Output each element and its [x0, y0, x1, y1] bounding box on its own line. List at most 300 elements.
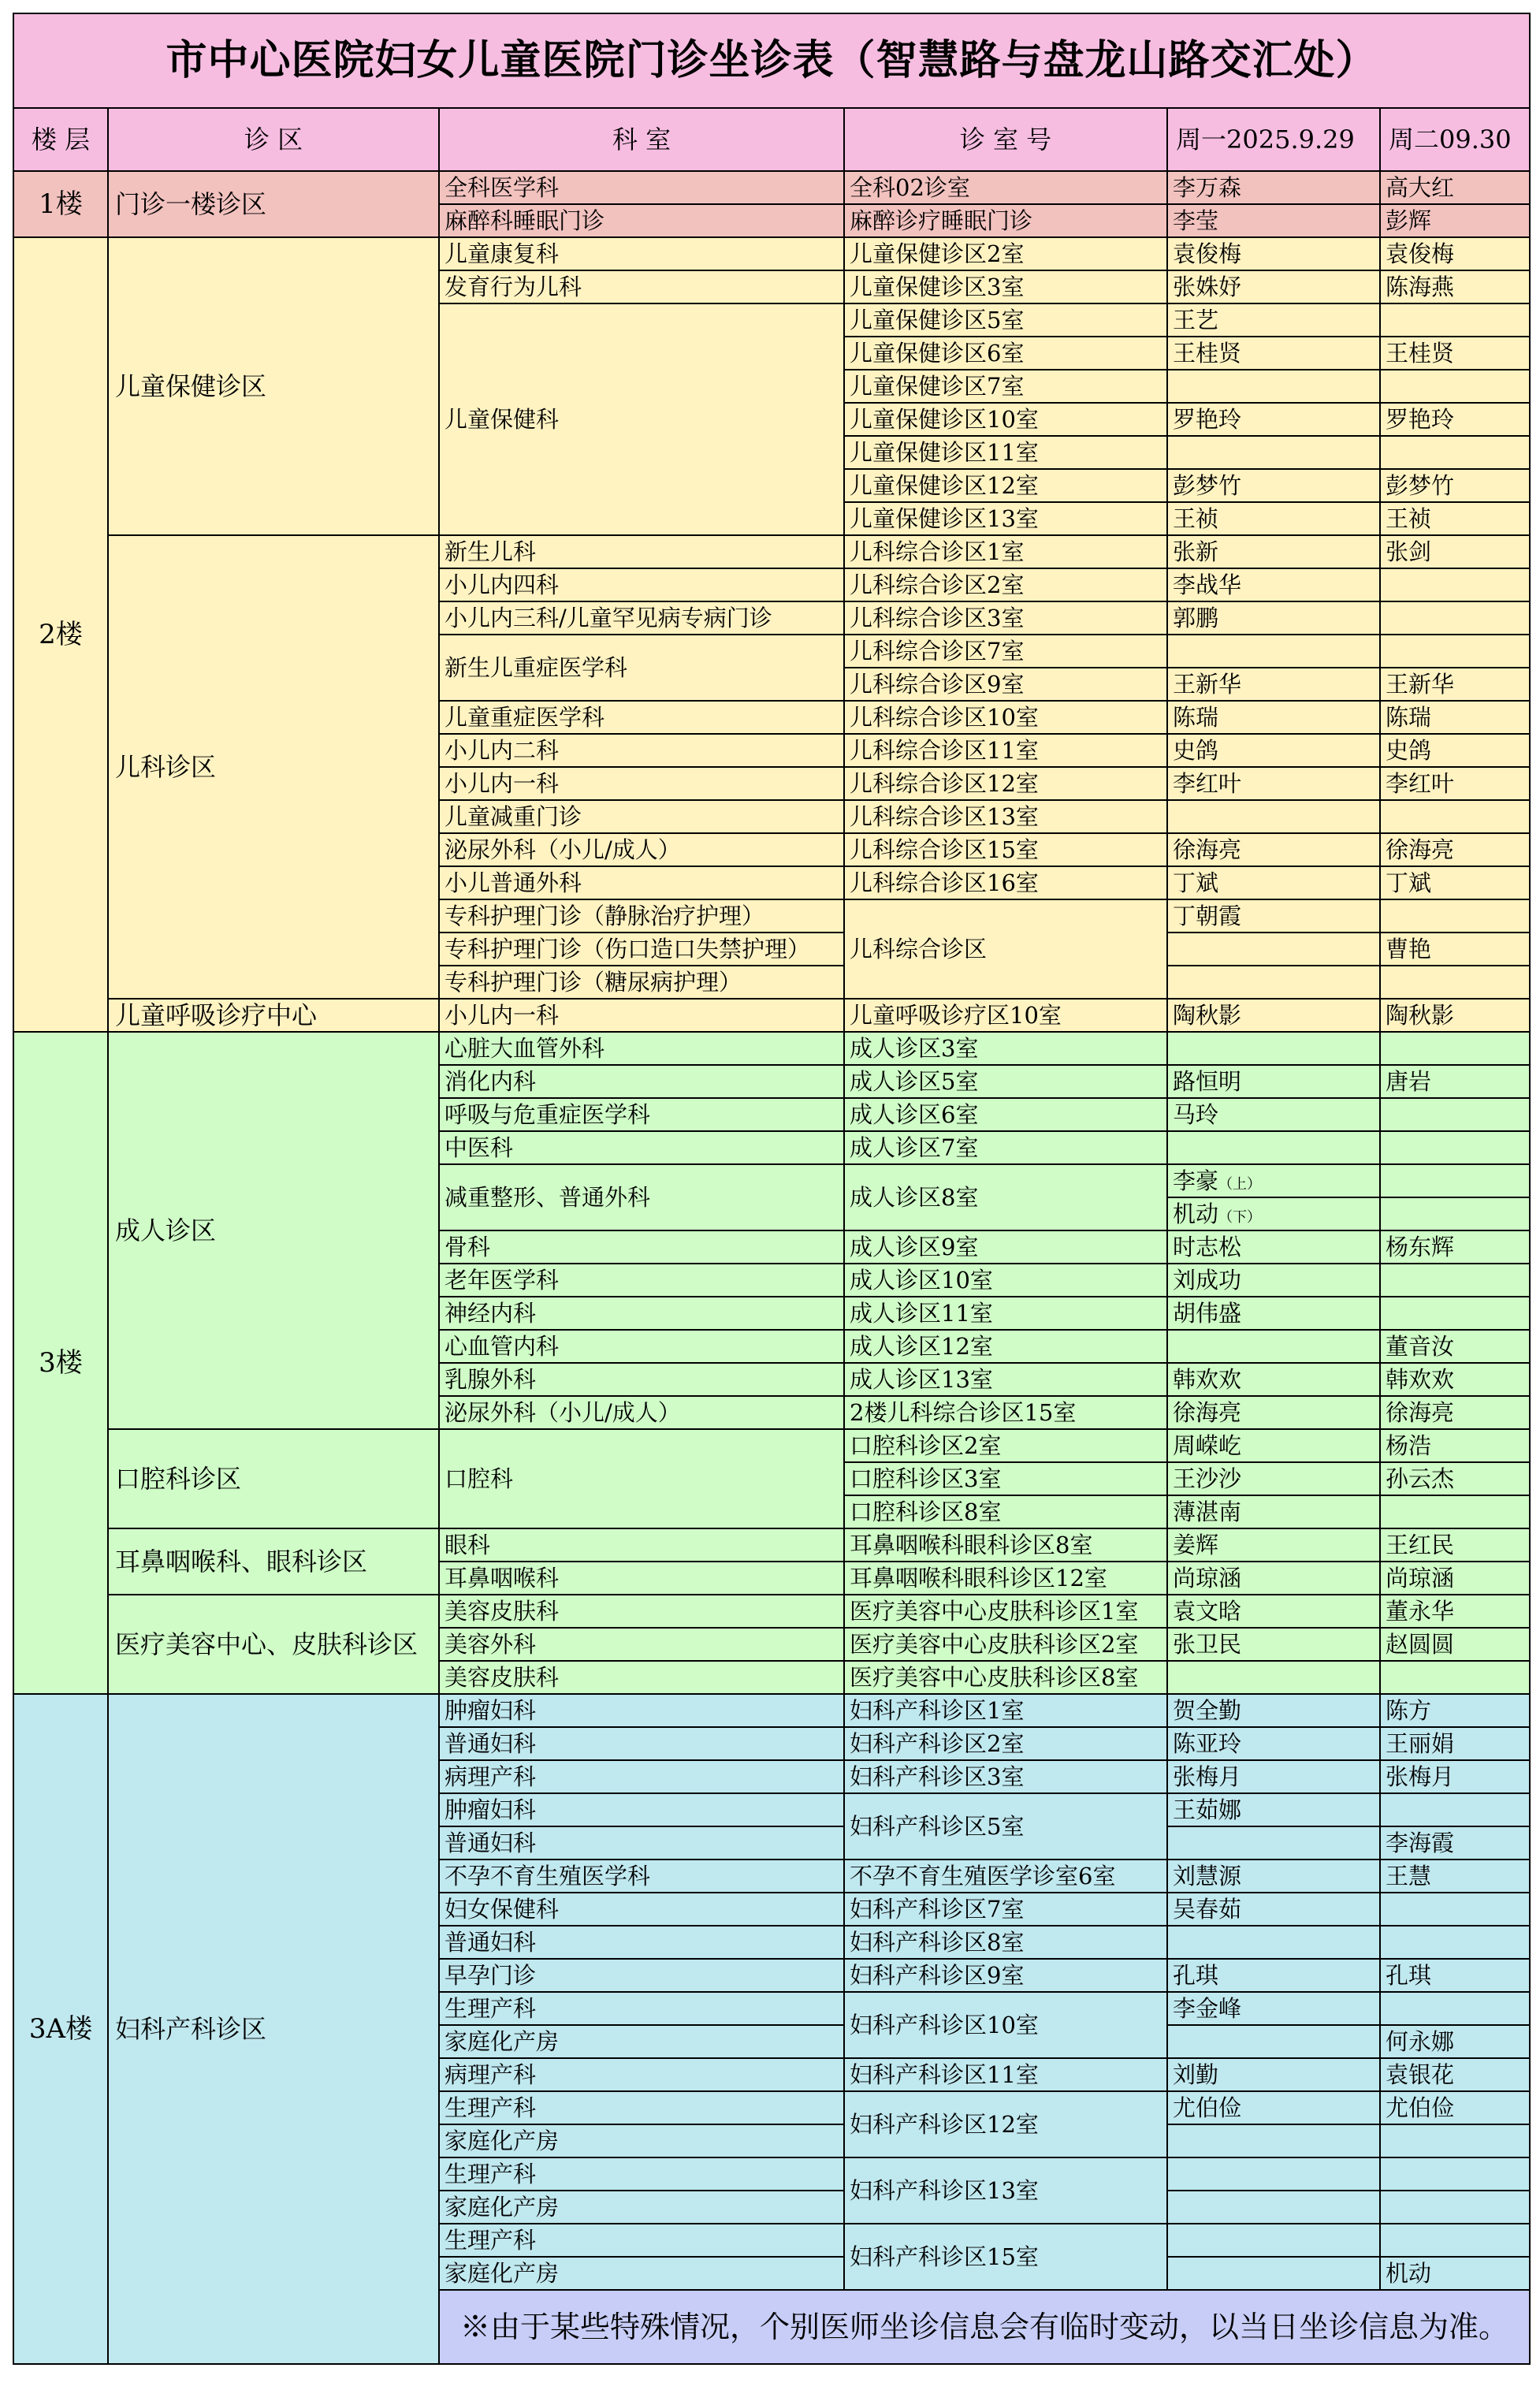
area-label: 医疗美容中心、皮肤科诊区 — [108, 1595, 439, 1694]
monday-doctor-cell — [1167, 469, 1380, 502]
area-label: 妇科产科诊区 — [108, 1694, 439, 2364]
area-label: 耳鼻咽喉科、眼科诊区 — [108, 1528, 439, 1595]
monday-doctor-name: 袁俊梅 — [1173, 240, 1242, 267]
tuesday-doctor-cell: 王红民 — [1380, 1528, 1530, 1562]
department-cell: 生理产科 — [439, 2157, 844, 2191]
monday-doctor-name: 尚琼涵 — [1173, 1564, 1242, 1591]
room-cell: 成人诊区9室 — [844, 1230, 1167, 1264]
monday-doctor-name: 孔琪 — [1173, 1961, 1219, 1989]
department-cell: 泌尿外科（小儿/成人） — [439, 1396, 844, 1429]
room-cell: 全科02诊室 — [844, 171, 1167, 204]
tuesday-doctor-cell: 徐海亮 — [1380, 1396, 1530, 1429]
tuesday-doctor-cell: 赵圆圆 — [1380, 1628, 1530, 1661]
area-label: 儿童呼吸诊疗中心 — [108, 999, 439, 1032]
monday-doctor-name: 李战华 — [1173, 571, 1242, 598]
monday-doctor-name: 王桂贤 — [1173, 339, 1242, 367]
table-row — [13, 1429, 1530, 1462]
table-row — [13, 535, 1530, 568]
monday-doctor-name: 马玲 — [1173, 1100, 1219, 1128]
monday-doctor-cell — [1167, 1992, 1380, 2025]
monday-doctor-cell — [1167, 1131, 1380, 1164]
monday-doctor-name: 姜辉 — [1173, 1531, 1219, 1558]
monday-doctor-name: 陈瑞 — [1173, 703, 1219, 731]
monday-doctor-cell — [1167, 1562, 1380, 1595]
room-cell: 医疗美容中心皮肤科诊区2室 — [844, 1628, 1167, 1661]
monday-doctor-cell — [1167, 1396, 1380, 1429]
room-cell: 麻醉诊疗睡眠门诊 — [844, 204, 1167, 237]
tuesday-doctor-cell: 张剑 — [1380, 535, 1530, 568]
monday-doctor-cell — [1167, 1363, 1380, 1396]
tuesday-doctor-cell: 机动 — [1380, 2257, 1530, 2290]
monday-doctor-cell — [1167, 2191, 1380, 2224]
room-cell: 儿科综合诊区13室 — [844, 800, 1167, 833]
tuesday-doctor-cell: 王丽娟 — [1380, 1727, 1530, 1760]
room-cell: 儿科综合诊区2室 — [844, 568, 1167, 601]
room-cell: 成人诊区6室 — [844, 1098, 1167, 1131]
monday-doctor-name: 丁朝霞 — [1173, 902, 1242, 929]
page-title: 市中心医院妇女儿童医院门诊坐诊表（智慧路与盘龙山路交汇处） — [13, 13, 1530, 108]
monday-doctor-cell — [1167, 1860, 1380, 1893]
department-cell: 肿瘤妇科 — [439, 1694, 844, 1727]
department-cell: 早孕门诊 — [439, 1959, 844, 1992]
monday-doctor-cell — [1167, 668, 1380, 701]
monday-doctor-cell — [1167, 1595, 1380, 1628]
monday-doctor-cell — [1167, 1661, 1380, 1694]
department-cell: 专科护理门诊（伤口造口失禁护理） — [439, 933, 844, 966]
schedule-table — [13, 13, 1531, 2365]
schedule-sheet — [13, 13, 1529, 2365]
tuesday-doctor-cell — [1380, 800, 1530, 833]
monday-doctor-cell — [1167, 800, 1380, 833]
room-cell: 妇科产科诊区7室 — [844, 1893, 1167, 1926]
monday-doctor-name: 周嵘屹 — [1173, 1431, 1242, 1459]
monday-doctor-cell — [1167, 303, 1380, 337]
header-floor: 楼 层 — [13, 108, 108, 171]
tuesday-doctor-cell — [1380, 568, 1530, 601]
monday-doctor-name: 王沙沙 — [1173, 1465, 1242, 1492]
footer-note: ※由于某些特殊情况，个别医师坐诊信息会有临时变动，以当日坐诊信息为准。 — [439, 2290, 1530, 2364]
tuesday-doctor-cell: 丁斌 — [1380, 866, 1530, 899]
shift-note: （上） — [1218, 1175, 1262, 1193]
monday-doctor-cell — [1167, 1230, 1380, 1264]
department-cell: 耳鼻咽喉科 — [439, 1562, 844, 1595]
department-cell: 妇女保健科 — [439, 1893, 844, 1926]
monday-doctor-cell — [1167, 1495, 1380, 1528]
monday-doctor-cell — [1167, 436, 1380, 469]
monday-doctor-cell — [1167, 866, 1380, 899]
room-cell: 儿科综合诊区12室 — [844, 767, 1167, 800]
monday-doctor-name: 彭梦竹 — [1173, 471, 1242, 499]
department-cell: 麻醉科睡眠门诊 — [439, 204, 844, 237]
monday-doctor-cell — [1167, 1264, 1380, 1297]
monday-doctor-name: 路恒明 — [1173, 1067, 1242, 1095]
monday-doctor-name: 韩欢欢 — [1173, 1365, 1242, 1393]
tuesday-doctor-cell: 史鸽 — [1380, 734, 1530, 767]
monday-doctor-cell — [1167, 337, 1380, 370]
room-cell: 儿童保健诊区7室 — [844, 370, 1167, 403]
tuesday-doctor-cell: 陈海燕 — [1380, 270, 1530, 303]
monday-doctor-name: 王祯 — [1173, 504, 1219, 532]
room-cell: 儿童保健诊区5室 — [844, 303, 1167, 337]
room-cell: 医疗美容中心皮肤科诊区1室 — [844, 1595, 1167, 1628]
department-cell: 神经内科 — [439, 1297, 844, 1330]
monday-doctor-cell — [1167, 1826, 1380, 1860]
header-tuesday: 周二09.30 — [1380, 108, 1530, 171]
room-cell: 儿童保健诊区6室 — [844, 337, 1167, 370]
department-cell: 生理产科 — [439, 1992, 844, 2025]
monday-doctor-name: 李豪 — [1173, 1167, 1219, 1194]
tuesday-doctor-cell: 唐岩 — [1380, 1065, 1530, 1098]
tuesday-doctor-cell: 彭梦竹 — [1380, 469, 1530, 502]
monday-doctor-cell — [1167, 1297, 1380, 1330]
tuesday-doctor-cell — [1380, 303, 1530, 337]
table-row — [13, 1032, 1530, 1065]
room-cell: 妇科产科诊区1室 — [844, 1694, 1167, 1727]
room-cell: 儿童呼吸诊疗区10室 — [844, 999, 1167, 1032]
monday-doctor-cell — [1167, 1760, 1380, 1793]
monday-doctor-name: 丁斌 — [1173, 869, 1219, 896]
tuesday-doctor-cell — [1380, 1032, 1530, 1065]
monday-doctor-name: 史鸽 — [1173, 736, 1219, 764]
header-area: 诊 区 — [108, 108, 439, 171]
monday-doctor-cell — [1167, 966, 1380, 999]
tuesday-doctor-cell: 尤伯俭 — [1380, 2091, 1530, 2124]
tuesday-doctor-cell — [1380, 1131, 1530, 1164]
monday-doctor-name: 刘慧源 — [1173, 1862, 1242, 1889]
room-cell: 儿童保健诊区12室 — [844, 469, 1167, 502]
monday-doctor-name: 机动 — [1173, 1200, 1219, 1227]
monday-doctor-name: 张卫民 — [1173, 1630, 1242, 1658]
department-cell: 小儿普通外科 — [439, 866, 844, 899]
area-label: 儿童保健诊区 — [108, 237, 439, 535]
monday-doctor-name: 尤伯俭 — [1173, 2094, 1242, 2121]
monday-doctor-name: 胡伟盛 — [1173, 1299, 1242, 1327]
tuesday-doctor-cell: 王新华 — [1380, 668, 1530, 701]
department-cell: 发育行为儿科 — [439, 270, 844, 303]
tuesday-doctor-cell: 孙云杰 — [1380, 1462, 1530, 1495]
monday-doctor-name: 王茹娜 — [1173, 1796, 1242, 1823]
table-row — [13, 999, 1530, 1032]
room-cell: 儿童保健诊区13室 — [844, 502, 1167, 535]
department-cell: 小儿内二科 — [439, 734, 844, 767]
monday-doctor-cell — [1167, 1429, 1380, 1462]
tuesday-doctor-cell: 陈瑞 — [1380, 701, 1530, 734]
department-cell: 心脏大血管外科 — [439, 1032, 844, 1065]
room-cell: 口腔科诊区8室 — [844, 1495, 1167, 1528]
table-row — [13, 237, 1530, 270]
monday-doctor-cell — [1167, 204, 1380, 237]
header-department: 科 室 — [439, 108, 844, 171]
tuesday-doctor-cell — [1380, 601, 1530, 635]
header-room: 诊 室 号 — [844, 108, 1167, 171]
department-cell: 家庭化产房 — [439, 2025, 844, 2058]
room-cell: 耳鼻咽喉科眼科诊区8室 — [844, 1528, 1167, 1562]
tuesday-doctor-cell: 董永华 — [1380, 1595, 1530, 1628]
monday-doctor-cell — [1167, 701, 1380, 734]
department-cell: 心血管内科 — [439, 1330, 844, 1363]
room-cell: 儿科综合诊区 — [844, 899, 1167, 999]
table-row — [13, 171, 1530, 204]
tuesday-doctor-cell — [1380, 1661, 1530, 1694]
room-cell: 妇科产科诊区10室 — [844, 1992, 1167, 2058]
tuesday-doctor-cell: 孔琪 — [1380, 1959, 1530, 1992]
monday-doctor-cell — [1167, 833, 1380, 866]
monday-doctor-cell — [1167, 2257, 1380, 2290]
tuesday-doctor-cell — [1380, 2157, 1530, 2191]
department-cell: 家庭化产房 — [439, 2257, 844, 2290]
department-cell: 普通妇科 — [439, 1727, 844, 1760]
monday-doctor-cell — [1167, 1959, 1380, 1992]
department-cell: 专科护理门诊（静脉治疗护理） — [439, 899, 844, 933]
table-row — [13, 1694, 1530, 1727]
monday-doctor-cell — [1167, 933, 1380, 966]
tuesday-doctor-cell: 袁俊梅 — [1380, 237, 1530, 270]
department-cell: 小儿内四科 — [439, 568, 844, 601]
monday-doctor-name: 陈亚玲 — [1173, 1729, 1242, 1757]
table-row — [13, 1528, 1530, 1562]
room-cell: 儿科综合诊区9室 — [844, 668, 1167, 701]
room-cell: 妇科产科诊区11室 — [844, 2058, 1167, 2091]
room-cell: 儿科综合诊区15室 — [844, 833, 1167, 866]
monday-doctor-cell — [1167, 635, 1380, 668]
room-cell: 口腔科诊区2室 — [844, 1429, 1167, 1462]
tuesday-doctor-cell: 董音汝 — [1380, 1330, 1530, 1363]
room-cell: 成人诊区5室 — [844, 1065, 1167, 1098]
area-label: 成人诊区 — [108, 1032, 439, 1429]
monday-doctor-name: 徐海亮 — [1173, 1398, 1242, 1426]
monday-doctor-cell — [1167, 568, 1380, 601]
room-cell: 成人诊区12室 — [844, 1330, 1167, 1363]
department-cell: 泌尿外科（小儿/成人） — [439, 833, 844, 866]
monday-doctor-cell — [1167, 1628, 1380, 1661]
tuesday-doctor-cell — [1380, 2124, 1530, 2157]
monday-doctor-cell — [1167, 1793, 1380, 1826]
department-cell: 儿童康复科 — [439, 237, 844, 270]
room-cell: 成人诊区10室 — [844, 1264, 1167, 1297]
area-label: 口腔科诊区 — [108, 1429, 439, 1528]
monday-doctor-cell — [1167, 1694, 1380, 1727]
area-label: 门诊一楼诊区 — [108, 171, 439, 237]
monday-doctor-cell — [1167, 601, 1380, 635]
floor-label: 1楼 — [13, 171, 108, 237]
tuesday-doctor-cell — [1380, 1893, 1530, 1926]
tuesday-doctor-cell — [1380, 899, 1530, 933]
monday-doctor-cell — [1167, 270, 1380, 303]
room-cell: 妇科产科诊区13室 — [844, 2157, 1167, 2224]
tuesday-doctor-cell — [1380, 1264, 1530, 1297]
room-cell: 儿童保健诊区2室 — [844, 237, 1167, 270]
department-cell: 普通妇科 — [439, 1826, 844, 1860]
tuesday-doctor-cell — [1380, 966, 1530, 999]
room-cell: 儿科综合诊区11室 — [844, 734, 1167, 767]
monday-doctor-cell — [1167, 2025, 1380, 2058]
monday-doctor-name: 贺全勤 — [1173, 1696, 1242, 1724]
floor-label: 2楼 — [13, 237, 108, 1032]
tuesday-doctor-cell — [1380, 2224, 1530, 2257]
tuesday-doctor-cell: 李红叶 — [1380, 767, 1530, 800]
tuesday-doctor-cell — [1380, 1495, 1530, 1528]
monday-doctor-name: 徐海亮 — [1173, 836, 1242, 863]
monday-doctor-cell — [1167, 1462, 1380, 1495]
department-cell: 儿童减重门诊 — [439, 800, 844, 833]
monday-doctor-cell — [1167, 403, 1380, 436]
monday-doctor-name: 刘勤 — [1173, 2061, 1219, 2088]
department-cell: 老年医学科 — [439, 1264, 844, 1297]
tuesday-doctor-cell — [1380, 1197, 1530, 1230]
room-cell: 儿童保健诊区3室 — [844, 270, 1167, 303]
department-cell: 美容皮肤科 — [439, 1595, 844, 1628]
monday-doctor-name: 张新 — [1173, 538, 1219, 565]
department-cell: 眼科 — [439, 1528, 844, 1562]
department-cell: 不孕不育生殖医学科 — [439, 1860, 844, 1893]
tuesday-doctor-cell: 陈方 — [1380, 1694, 1530, 1727]
tuesday-doctor-cell — [1380, 1793, 1530, 1826]
monday-doctor-name: 陶秋影 — [1173, 1001, 1242, 1029]
room-cell: 2楼儿科综合诊区15室 — [844, 1396, 1167, 1429]
department-cell: 儿童重症医学科 — [439, 701, 844, 734]
monday-doctor-name: 郭鹏 — [1173, 604, 1219, 631]
tuesday-doctor-cell — [1380, 2191, 1530, 2224]
room-cell: 儿科综合诊区7室 — [844, 635, 1167, 668]
monday-doctor-cell — [1167, 1065, 1380, 1098]
room-cell: 成人诊区13室 — [844, 1363, 1167, 1396]
monday-doctor-cell — [1167, 999, 1380, 1032]
monday-doctor-name: 李莹 — [1173, 207, 1219, 234]
room-cell: 儿科综合诊区1室 — [844, 535, 1167, 568]
monday-doctor-cell — [1167, 2091, 1380, 2124]
monday-doctor-cell — [1167, 535, 1380, 568]
area-label: 儿科诊区 — [108, 535, 439, 999]
monday-doctor-cell — [1167, 1528, 1380, 1562]
room-cell: 口腔科诊区3室 — [844, 1462, 1167, 1495]
department-cell: 小儿内一科 — [439, 999, 844, 1032]
monday-doctor-cell — [1167, 171, 1380, 204]
department-cell: 生理产科 — [439, 2224, 844, 2257]
tuesday-doctor-cell — [1380, 1992, 1530, 2025]
tuesday-doctor-cell — [1380, 1297, 1530, 1330]
department-cell: 家庭化产房 — [439, 2124, 844, 2157]
monday-doctor-cell — [1167, 237, 1380, 270]
department-cell: 全科医学科 — [439, 171, 844, 204]
tuesday-doctor-cell: 杨东辉 — [1380, 1230, 1530, 1264]
room-cell: 儿童保健诊区11室 — [844, 436, 1167, 469]
room-cell: 妇科产科诊区8室 — [844, 1926, 1167, 1959]
department-cell: 美容皮肤科 — [439, 1661, 844, 1694]
monday-doctor-cell — [1167, 1197, 1380, 1230]
department-cell: 家庭化产房 — [439, 2191, 844, 2224]
room-cell: 医疗美容中心皮肤科诊区8室 — [844, 1661, 1167, 1694]
tuesday-doctor-cell — [1380, 436, 1530, 469]
monday-doctor-name: 李红叶 — [1173, 769, 1242, 797]
header-monday: 周一2025.9.29 — [1167, 108, 1380, 171]
shift-note: （下） — [1218, 1208, 1262, 1226]
room-cell: 耳鼻咽喉科眼科诊区12室 — [844, 1562, 1167, 1595]
monday-doctor-name: 罗艳玲 — [1173, 405, 1242, 433]
tuesday-doctor-cell — [1380, 370, 1530, 403]
monday-doctor-name: 张梅月 — [1173, 1763, 1242, 1790]
tuesday-doctor-cell — [1380, 1926, 1530, 1959]
department-cell: 呼吸与危重症医学科 — [439, 1098, 844, 1131]
tuesday-doctor-cell — [1380, 1098, 1530, 1131]
room-cell: 成人诊区3室 — [844, 1032, 1167, 1065]
room-cell: 成人诊区11室 — [844, 1297, 1167, 1330]
tuesday-doctor-cell: 曹艳 — [1380, 933, 1530, 966]
tuesday-doctor-cell: 张梅月 — [1380, 1760, 1530, 1793]
monday-doctor-cell — [1167, 899, 1380, 933]
department-cell: 减重整形、普通外科 — [439, 1164, 844, 1230]
monday-doctor-cell — [1167, 1164, 1380, 1197]
room-cell: 不孕不育生殖医学诊室6室 — [844, 1860, 1167, 1893]
monday-doctor-name: 刘成功 — [1173, 1266, 1242, 1294]
monday-doctor-name: 时志松 — [1173, 1233, 1242, 1260]
room-cell: 妇科产科诊区5室 — [844, 1793, 1167, 1860]
room-cell: 成人诊区8室 — [844, 1164, 1167, 1230]
monday-doctor-cell — [1167, 2157, 1380, 2191]
department-cell: 中医科 — [439, 1131, 844, 1164]
room-cell: 妇科产科诊区3室 — [844, 1760, 1167, 1793]
tuesday-doctor-cell: 袁银花 — [1380, 2058, 1530, 2091]
tuesday-doctor-cell: 彭辉 — [1380, 204, 1530, 237]
monday-doctor-name: 李万森 — [1173, 173, 1242, 201]
department-cell: 儿童保健科 — [439, 303, 844, 535]
tuesday-doctor-cell: 罗艳玲 — [1380, 403, 1530, 436]
department-cell: 病理产科 — [439, 1760, 844, 1793]
room-cell: 妇科产科诊区12室 — [844, 2091, 1167, 2157]
monday-doctor-cell — [1167, 734, 1380, 767]
room-cell: 儿科综合诊区10室 — [844, 701, 1167, 734]
department-cell: 肿瘤妇科 — [439, 1793, 844, 1826]
monday-doctor-cell — [1167, 1893, 1380, 1926]
monday-doctor-cell — [1167, 1727, 1380, 1760]
tuesday-doctor-cell: 王慧 — [1380, 1860, 1530, 1893]
department-cell: 病理产科 — [439, 2058, 844, 2091]
monday-doctor-name: 王新华 — [1173, 670, 1242, 698]
monday-doctor-name: 李金峰 — [1173, 1994, 1242, 2022]
monday-doctor-cell — [1167, 1926, 1380, 1959]
room-cell: 妇科产科诊区9室 — [844, 1959, 1167, 1992]
tuesday-doctor-cell: 李海霞 — [1380, 1826, 1530, 1860]
tuesday-doctor-cell: 王祯 — [1380, 502, 1530, 535]
department-cell: 新生儿科 — [439, 535, 844, 568]
monday-doctor-name: 吴春茹 — [1173, 1895, 1242, 1923]
room-cell: 成人诊区7室 — [844, 1131, 1167, 1164]
monday-doctor-name: 张姝妤 — [1173, 273, 1242, 300]
room-cell: 儿科综合诊区16室 — [844, 866, 1167, 899]
monday-doctor-cell — [1167, 2124, 1380, 2157]
tuesday-doctor-cell: 陶秋影 — [1380, 999, 1530, 1032]
department-cell: 消化内科 — [439, 1065, 844, 1098]
room-cell: 妇科产科诊区15室 — [844, 2224, 1167, 2290]
tuesday-doctor-cell — [1380, 635, 1530, 668]
room-cell: 儿科综合诊区3室 — [844, 601, 1167, 635]
room-cell: 妇科产科诊区2室 — [844, 1727, 1167, 1760]
monday-doctor-cell — [1167, 1032, 1380, 1065]
department-cell: 美容外科 — [439, 1628, 844, 1661]
tuesday-doctor-cell: 何永娜 — [1380, 2025, 1530, 2058]
floor-label: 3楼 — [13, 1032, 108, 1694]
monday-doctor-cell — [1167, 502, 1380, 535]
monday-doctor-name: 袁文晗 — [1173, 1597, 1242, 1625]
monday-doctor-cell — [1167, 767, 1380, 800]
tuesday-doctor-cell: 徐海亮 — [1380, 833, 1530, 866]
department-cell: 小儿内一科 — [439, 767, 844, 800]
monday-doctor-cell — [1167, 1330, 1380, 1363]
department-cell: 新生儿重症医学科 — [439, 635, 844, 701]
department-cell: 骨科 — [439, 1230, 844, 1264]
tuesday-doctor-cell: 王桂贤 — [1380, 337, 1530, 370]
room-cell: 儿童保健诊区10室 — [844, 403, 1167, 436]
monday-doctor-cell — [1167, 2058, 1380, 2091]
